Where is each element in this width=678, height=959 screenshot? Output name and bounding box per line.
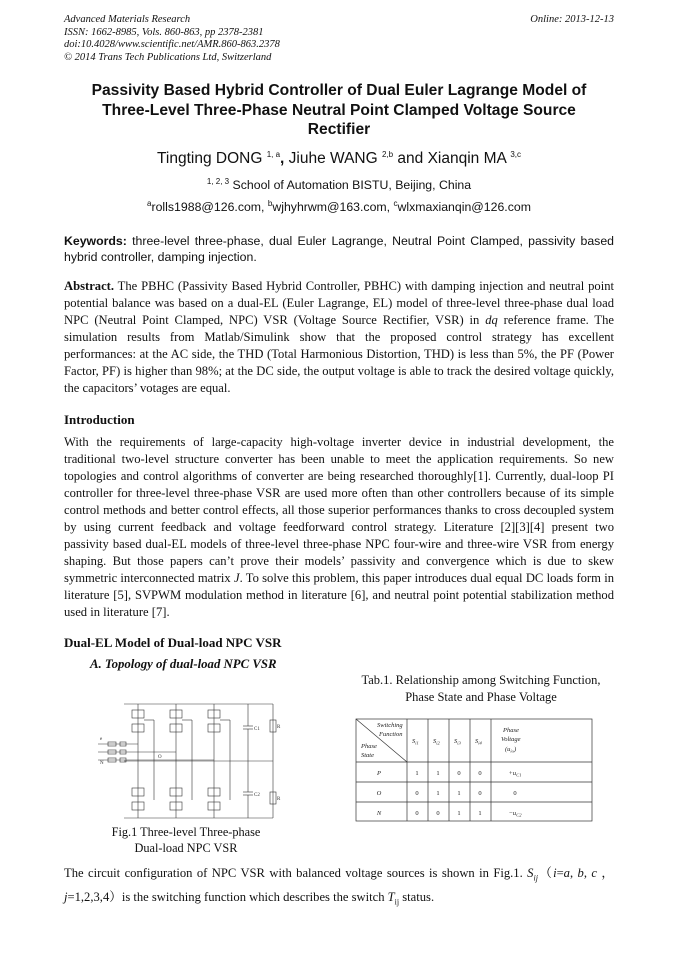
- cell: 1: [415, 770, 419, 777]
- row-voltage-n: $-u_{C2}$: [508, 810, 522, 818]
- switching-table: [355, 718, 593, 822]
- journal-issn: ISSN: 1662-8985, Vols. 860-863, pp 2378-2381: [64, 26, 264, 38]
- table-caption-line-2: Phase State and Phase Voltage: [405, 690, 557, 704]
- journal-doi[interactable]: doi:10.4028/www.scientific.net/AMR.860-863.2378: [64, 39, 280, 50]
- table-corner-top-1: Switching: [377, 722, 403, 729]
- author-2-sup: 2,b: [381, 150, 394, 159]
- table-header-voltage-2: Voltage: [501, 736, 521, 743]
- cell: 1: [478, 810, 482, 817]
- row-voltage-o: 0: [513, 790, 517, 797]
- circuit-diagram: [98, 700, 292, 822]
- author-2: Jiuhe WANG: [288, 150, 378, 168]
- table-corner-top-2: Function: [379, 731, 403, 738]
- cell: 0: [478, 790, 482, 797]
- author-sep: ,: [280, 150, 289, 168]
- cell: 0: [415, 810, 419, 817]
- title-line-1: Passivity Based Hybrid Controller of Dual Euler Lagrange Model of: [91, 82, 587, 99]
- section-heading: Dual-EL Model of Dual-load NPC VSR: [64, 635, 282, 650]
- cell: 0: [436, 810, 440, 817]
- subsection-heading: A. Topology of dual-load NPC VSR: [90, 657, 277, 671]
- author-1-sup: 1, a: [266, 150, 281, 159]
- author-list: [64, 150, 614, 168]
- row-voltage-p: $+u_{C1}$: [508, 770, 522, 778]
- table-corner-bottom-2: State: [361, 752, 374, 759]
- intro-text-2: . To solve this problem, this paper introduces dual equal DC loads form in literature [5], SVPWM modulation method in literature [6], and neutral point potential stabilization method used in literature [7].: [64, 571, 614, 619]
- cell: 1: [436, 790, 440, 797]
- abstract-label: Abstract.: [64, 279, 115, 293]
- email-a[interactable]: rolls1988@126.com,: [151, 200, 268, 215]
- journal-copyright: © 2014 Trans Tech Publications Ltd, Switzerland: [64, 51, 272, 63]
- affiliation: [64, 177, 614, 192]
- email-b[interactable]: wjhyhrwm@163.com,: [272, 200, 394, 215]
- abstract-text-1: The PBHC (Passivity Based Hybrid Controller, PBHC) with damping injection and neutral point potential balance was based on a dual-EL (Euler Lagrange, EL) model of three-level three-phase dual load NPC (Neutral Point Clamped, NPC) VSR (Voltage Source Rectifier, VSR) in: [64, 279, 614, 327]
- table-header-voltage-1: Phase: [503, 727, 519, 734]
- cell: 1: [436, 770, 440, 777]
- title-line-3: Rectifier: [307, 121, 371, 138]
- cell: 1: [457, 810, 461, 817]
- table-caption: [347, 672, 615, 706]
- introduction-heading: Introduction: [64, 412, 135, 427]
- figure-caption: [96, 824, 276, 856]
- svg-text:C1: C1: [254, 727, 260, 732]
- journal-name: Advanced Materials Research: [64, 14, 191, 25]
- table-header-s3: $S_{i3}$: [454, 738, 461, 746]
- introduction-body: [64, 434, 614, 621]
- online-date: Online: 2013-12-13: [530, 14, 614, 25]
- intro-j: J: [233, 571, 240, 585]
- abstract-dq: dq: [485, 313, 498, 327]
- cell: 0: [457, 770, 461, 777]
- row-state-n: N: [376, 810, 382, 817]
- table-header-s1: $S_{i1}$: [412, 738, 419, 746]
- author-1: Tingting DONG: [157, 150, 263, 168]
- svg-text:C2: C2: [254, 793, 260, 798]
- keywords-label: Keywords:: [64, 234, 127, 248]
- row-state-p: P: [377, 770, 381, 777]
- svg-text:R: R: [277, 797, 281, 802]
- table-header-s2: $S_{i2}$: [433, 738, 440, 746]
- table-corner-bottom-1: Phase: [361, 743, 377, 750]
- table-header-s4: $S_{i4}$: [475, 738, 482, 746]
- figure-caption-line-2: Dual-load NPC VSR: [134, 841, 238, 855]
- row-state-o: O: [376, 790, 382, 797]
- email-sup-a: a: [147, 199, 152, 208]
- svg-text:R: R: [277, 725, 281, 730]
- email-c[interactable]: wlxmaxianqin@126.com: [397, 200, 531, 215]
- abstract: [64, 278, 614, 397]
- cell: 0: [415, 790, 419, 797]
- svg-text:e: e: [100, 737, 103, 742]
- journal-header: [64, 14, 614, 64]
- email-sup-c: c: [393, 199, 398, 208]
- abstract-text-2: reference frame. The simulation results from Matlab/Simulink show that the proposed control strategy has excellent performances: at the AC side, the THD (Total Harmonious Distortion, THD) is less than 5%, the PF (Power Factor, PF) is higher than 98%; at the DC side, the output voltage is able to track the desired voltage quickly, the capacitors’ votages are equal.: [64, 313, 614, 395]
- keywords-text: three-level three-phase, dual Euler Lagrange, Neutral Point Clamped, passivity based hybrid controller, damping injection.: [64, 234, 614, 264]
- affiliation-sup: 1, 2, 3: [206, 177, 230, 186]
- figure-caption-line-1: Fig.1 Three-level Three-phase: [111, 825, 261, 839]
- author-3-sup: 3,c: [510, 150, 521, 159]
- table-header-voltage-3: $(u_{io})$: [505, 746, 517, 754]
- svg-text:O: O: [158, 755, 162, 760]
- cell: 0: [478, 770, 482, 777]
- cell: 1: [457, 790, 461, 797]
- author-sep-2: and: [393, 150, 428, 168]
- intro-text-1: With the requirements of large-capacity high-voltage inverter device in industrial development, the traditional two-level structure converter has been unable to meet the application requirements. So new topologies and control algorithms of converter are being researched thoroughly[1]. Currently, dual-loop PI controller for three-level three-phase VSR are used more often than other controllers because of its simple control methods and better control effects, all those superior performances thanks to cross decoupled system by using current feedback and voltage feedforward control strategy. Literature [2][3][4] present two passivity based dual-EL models of three-level three-phase NPC four-wire and three-wire VSR from energy shaping. But those papers can’t prove their models’ passivity and convergence which is due to skew symmetric interconnected matrix: [64, 435, 614, 585]
- closing-paragraph: The circuit configuration of NPC VSR with balanced voltage sources is shown in Fig.1. $S_{ij}(i=a$, b, c ，j=1,2,3,4）is the switching function which describes the switch $T_{ij}$ status.: [64, 866, 615, 907]
- title-line-2: Three-Level Three-Phase Neutral Point Clamped Voltage Source: [102, 101, 576, 119]
- affiliation-text: School of Automation BISTU, Beijing, China: [229, 178, 472, 193]
- keywords: [64, 233, 614, 265]
- email-list: [64, 199, 614, 214]
- author-3: Xianqin MA: [427, 150, 507, 168]
- svg-text:N: N: [100, 761, 104, 766]
- email-sup-b: b: [267, 199, 273, 208]
- table-caption-line-1: Tab.1. Relationship among Switching Function,: [361, 673, 601, 687]
- paper-title: [64, 81, 614, 140]
